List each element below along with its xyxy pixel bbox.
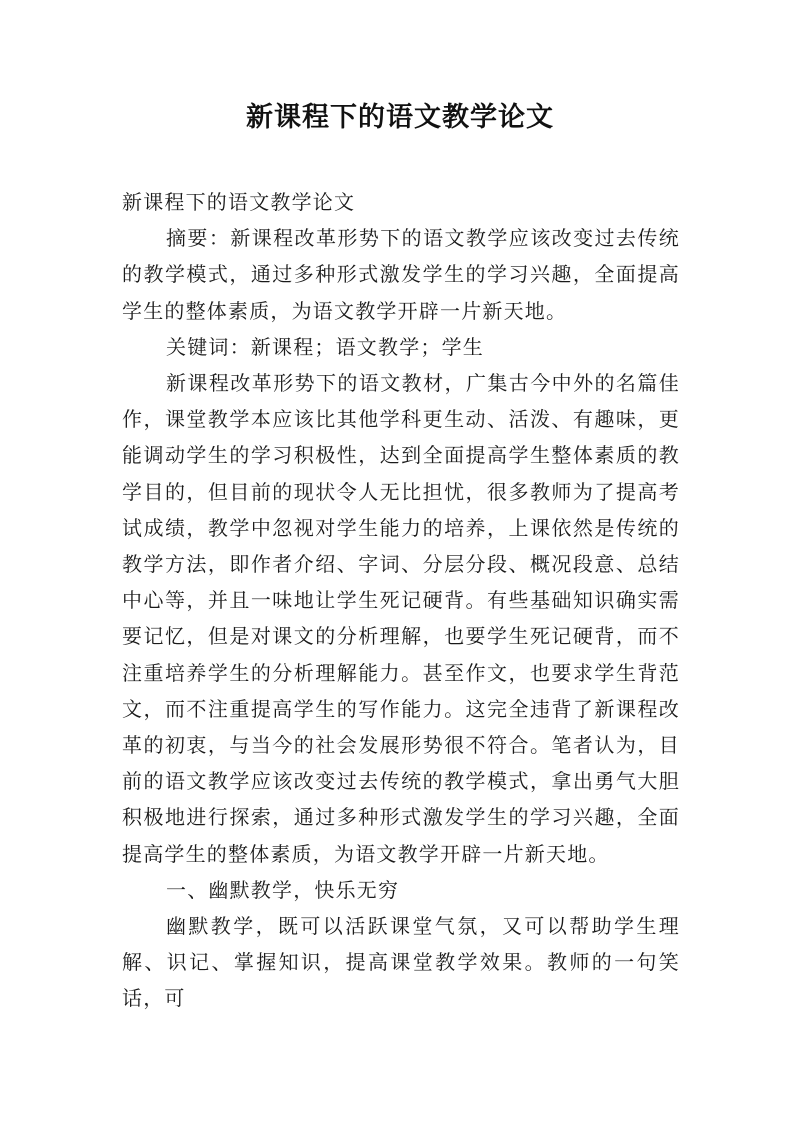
paragraph-heading: 新课程下的语文教学论文 bbox=[122, 190, 356, 214]
paragraph-body: 幽默教学，既可以活跃课堂气氛，又可以帮助学生理解、识记、掌握知识，提高课堂教学效果。教师的一句笑话，可 bbox=[122, 914, 680, 1011]
document-title: 新课程下的语文教学论文 bbox=[246, 102, 554, 133]
document-body bbox=[122, 184, 680, 1017]
paragraph-abstract: 摘要：新课程改革形势下的语文教学应该改变过去传统的教学模式，通过多种形式激发学生的学习兴趣，全面提高学生的整体素质，为语文教学开辟一片新天地。 bbox=[122, 226, 680, 323]
paragraph-body: 新课程改革形势下的语文教材，广集古今中外的名篇佳作，课堂教学本应该比其他学科更生动、活泼、有趣味，更能调动学生的学习积极性，达到全面提高学生整体素质的教学目的，但目前的现状令人无比担忧，很多教师为了提高考试成绩，教学中忽视对学生能力的培养，上课依然是传统的教学方法，即作者介绍、字词、分层分段、概况段意、总结中心等，并且一味地让学生死记硬背。有些基础知识确实需要记忆，但是对课文的分析理解，也要学生死记硬背，而不注重培养学生的分析理解能力。甚至作文，也要求学生背范文，而不注重提高学生的写作能力。这完全违背了新课程改革的初衷，与当今的社会发展形势很不符合。笔者认为，目前的语文教学应该改变过去传统的教学模式，拿出勇气大胆积极地进行探索，通过多种形式激发学生的学习兴趣，全面提高学生的整体素质，为语文教学开辟一片新天地。 bbox=[122, 371, 680, 866]
section-heading: 一、幽默教学，快乐无穷 bbox=[166, 877, 400, 902]
paragraph-keywords: 关键词：新课程；语文教学；学生 bbox=[166, 334, 484, 359]
